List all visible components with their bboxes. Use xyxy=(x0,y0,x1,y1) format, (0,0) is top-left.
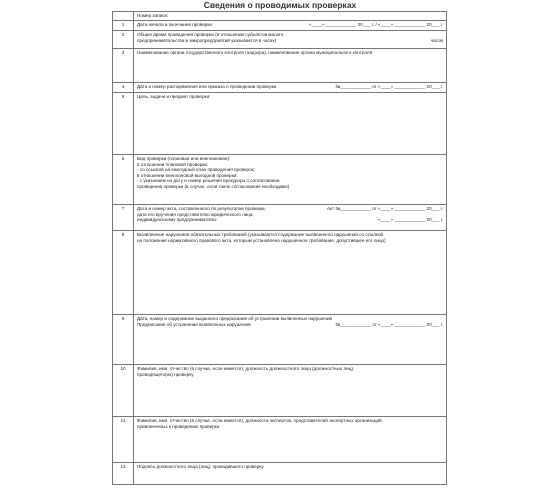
form-row-7 xyxy=(113,205,447,231)
row-number: 2 xyxy=(113,31,134,49)
page-title: Сведения о проводимых проверках xyxy=(203,0,357,10)
form-row-10 xyxy=(113,365,447,417)
row-label: Цель, задачи и предмет проверки: xyxy=(134,93,447,155)
row-label: Выявленные нарушения обязательных требований (указываются содержание выявленного нарушения со ссылкой на положение нормативного правового акта, которым установлено нарушенное требование, допустившее его лицо) xyxy=(134,231,447,315)
row-number: 7 xyxy=(113,205,134,231)
row-content xyxy=(134,315,447,365)
row-label: Дата и номер распоряжения или приказа о проведении проверки xyxy=(137,84,277,89)
order-fill-line: №____________ от «____» ____________ 20___ г. xyxy=(335,84,443,89)
row-label: Наименование органа государственного контроля (надзора), наименование органа муниципального контроля xyxy=(134,49,447,83)
record-number-label: Номер записи: xyxy=(134,12,447,21)
date-fill-line: «____» ____________ 20___ г. / «____» ____________ 20___ г. xyxy=(309,22,443,27)
row-number: 1 xyxy=(113,21,134,31)
inspection-form-table xyxy=(112,11,447,485)
form-row-1 xyxy=(113,21,447,31)
row-number: 11 xyxy=(113,417,134,463)
row-label: Дата, номер и содержание выданного предписания об устранении выявленных нарушений Предписание об устранении выявленных нарушений xyxy=(137,316,333,327)
row-label: Подпись должностного лица (лиц), проводившего проверку xyxy=(134,463,447,485)
row-number: 9 xyxy=(113,315,134,365)
form-row-3 xyxy=(113,49,447,83)
form-row-4 xyxy=(113,83,447,93)
row-label: Общее время проведения проверки (в отношении субъектов малого предпринимательства и микропредприятий указывается в часах) xyxy=(137,32,284,43)
row-number: 3 xyxy=(113,49,134,83)
form-row-8 xyxy=(113,231,447,315)
form-row-11 xyxy=(113,417,447,463)
row-number: 8 xyxy=(113,231,134,315)
row-label: Дата начала и окончания проверки: xyxy=(137,22,214,27)
row-label: Вид проверки (плановая или внеплановая): в отношении плановой проверки: - со ссылкой на ежегодный план проведения проверок; в отношении внеплановой выездной проверки: - с указанием на дату и номер решения прокурора о согласовании проведения проверки (в случае, если такое согласование необходимо) xyxy=(134,155,447,205)
form-header-row xyxy=(113,12,447,21)
row-label: Дата и номер акта, составленного по результатам проверки, дата его вручения представителю юридического лица, индивидуальному предпринимателю: xyxy=(137,206,266,223)
form-row-5 xyxy=(113,93,447,155)
row-content xyxy=(134,31,447,49)
row-content xyxy=(134,205,447,231)
row-content xyxy=(134,21,447,31)
form-row-12 xyxy=(113,463,447,485)
row-label: Фамилия, имя, отчество (в случае, если имеется), должности экспертов, представителей экспертных организаций, привлеченных к проведению проверки xyxy=(134,417,447,463)
header-num-cell xyxy=(113,12,134,21)
form-row-6 xyxy=(113,155,447,205)
hours-unit: часов xyxy=(430,38,443,43)
row-number: 12 xyxy=(113,463,134,485)
row-number: 6 xyxy=(113,155,134,205)
form-row-9 xyxy=(113,315,447,365)
row-number: 10 xyxy=(113,365,134,417)
row-content xyxy=(134,83,447,93)
row-number: 5 xyxy=(113,93,134,155)
row-number: 4 xyxy=(113,83,134,93)
order-number-fill-line: №____________ от «____» ____________ 20___ г. xyxy=(335,321,443,327)
form-row-2 xyxy=(113,31,447,49)
row-label: Фамилия, имя, отчество (в случае, если имеется), должность должностного лица (должностных лиц), проводящего(их) проверку xyxy=(134,365,447,417)
act-fill-line: Акт №____________ от «____» ____________ 20___ г. «____» ____________ 20___ г. xyxy=(326,206,443,223)
